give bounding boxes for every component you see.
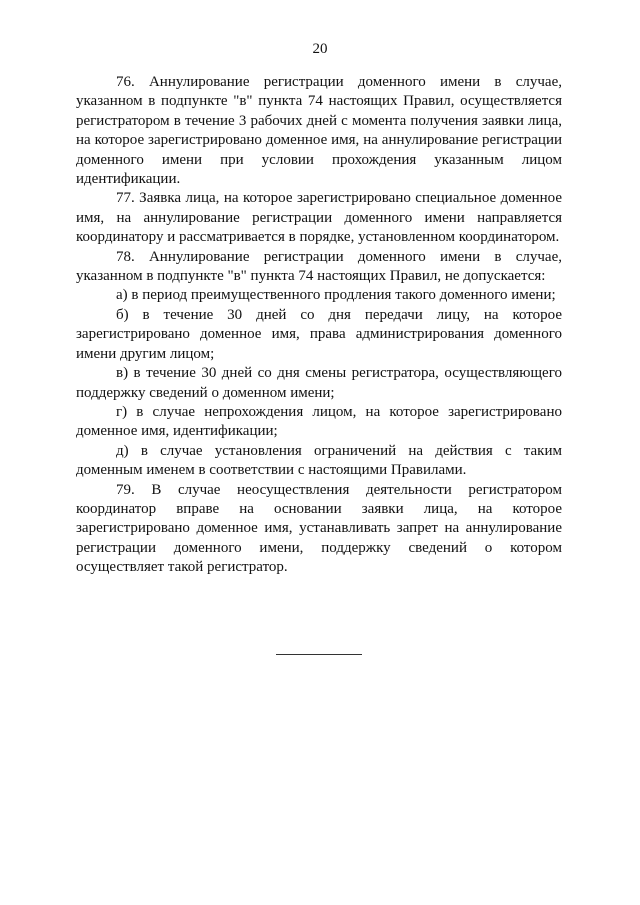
closing-rule: [276, 654, 362, 655]
paragraph-76: 76. Аннулирование регистрации доменного имени в случае, указанном в подпункте "в" пункта 74 настоящих Правил, осуществляется регистратором в течение 3 рабочих дней с момента получения заявки лица, на которое зарегистрировано доменное имя, на аннулирование регистрации доменного имени при условии прохождения указанным лицом идентификации.: [76, 74, 562, 188]
document-body: [76, 73, 562, 578]
paragraph-78-d: д) в случае установления ограничений на действия с таким доменным именем в соответствии с настоящими Правилами.: [76, 442, 562, 479]
paragraph-78-v: в) в течение 30 дней со дня смены регистратора, осуществляющего поддержку сведений о доменном имени;: [76, 365, 562, 401]
paragraph-78-g: г) в случае непрохождения лицом, на которое зарегистрировано доменное имя, идентификации;: [76, 403, 562, 440]
page-number: 20: [312, 41, 328, 57]
paragraph-78-a: а) в период преимущественного продления такого доменного имени;: [116, 287, 556, 304]
paragraph-78: 78. Аннулирование регистрации доменного имени в случае, указанном в подпункте "в" пункта 74 настоящих Правил, не допускается:: [76, 248, 562, 285]
paragraph-79: 79. В случае неосуществления деятельности регистратором координатор вправе на основании заявки лица, на которое зарегистрировано доменное имя, устанавливать запрет на аннулирование регистрации доменного имени, поддержку сведений о котором осуществляет такой регистратор.: [76, 481, 562, 576]
paragraph-77: 77. Заявка лица, на которое зарегистрировано специальное доменное имя, на аннулирование регистрации доменного имени направляется координатору и рассматривается в порядке, установленном координатором.: [76, 190, 562, 246]
paragraph-78-b: б) в течение 30 дней со дня передачи лицу, на которое зарегистрировано доменное имя, права администрирования доменного имени другим лицом;: [76, 306, 562, 362]
